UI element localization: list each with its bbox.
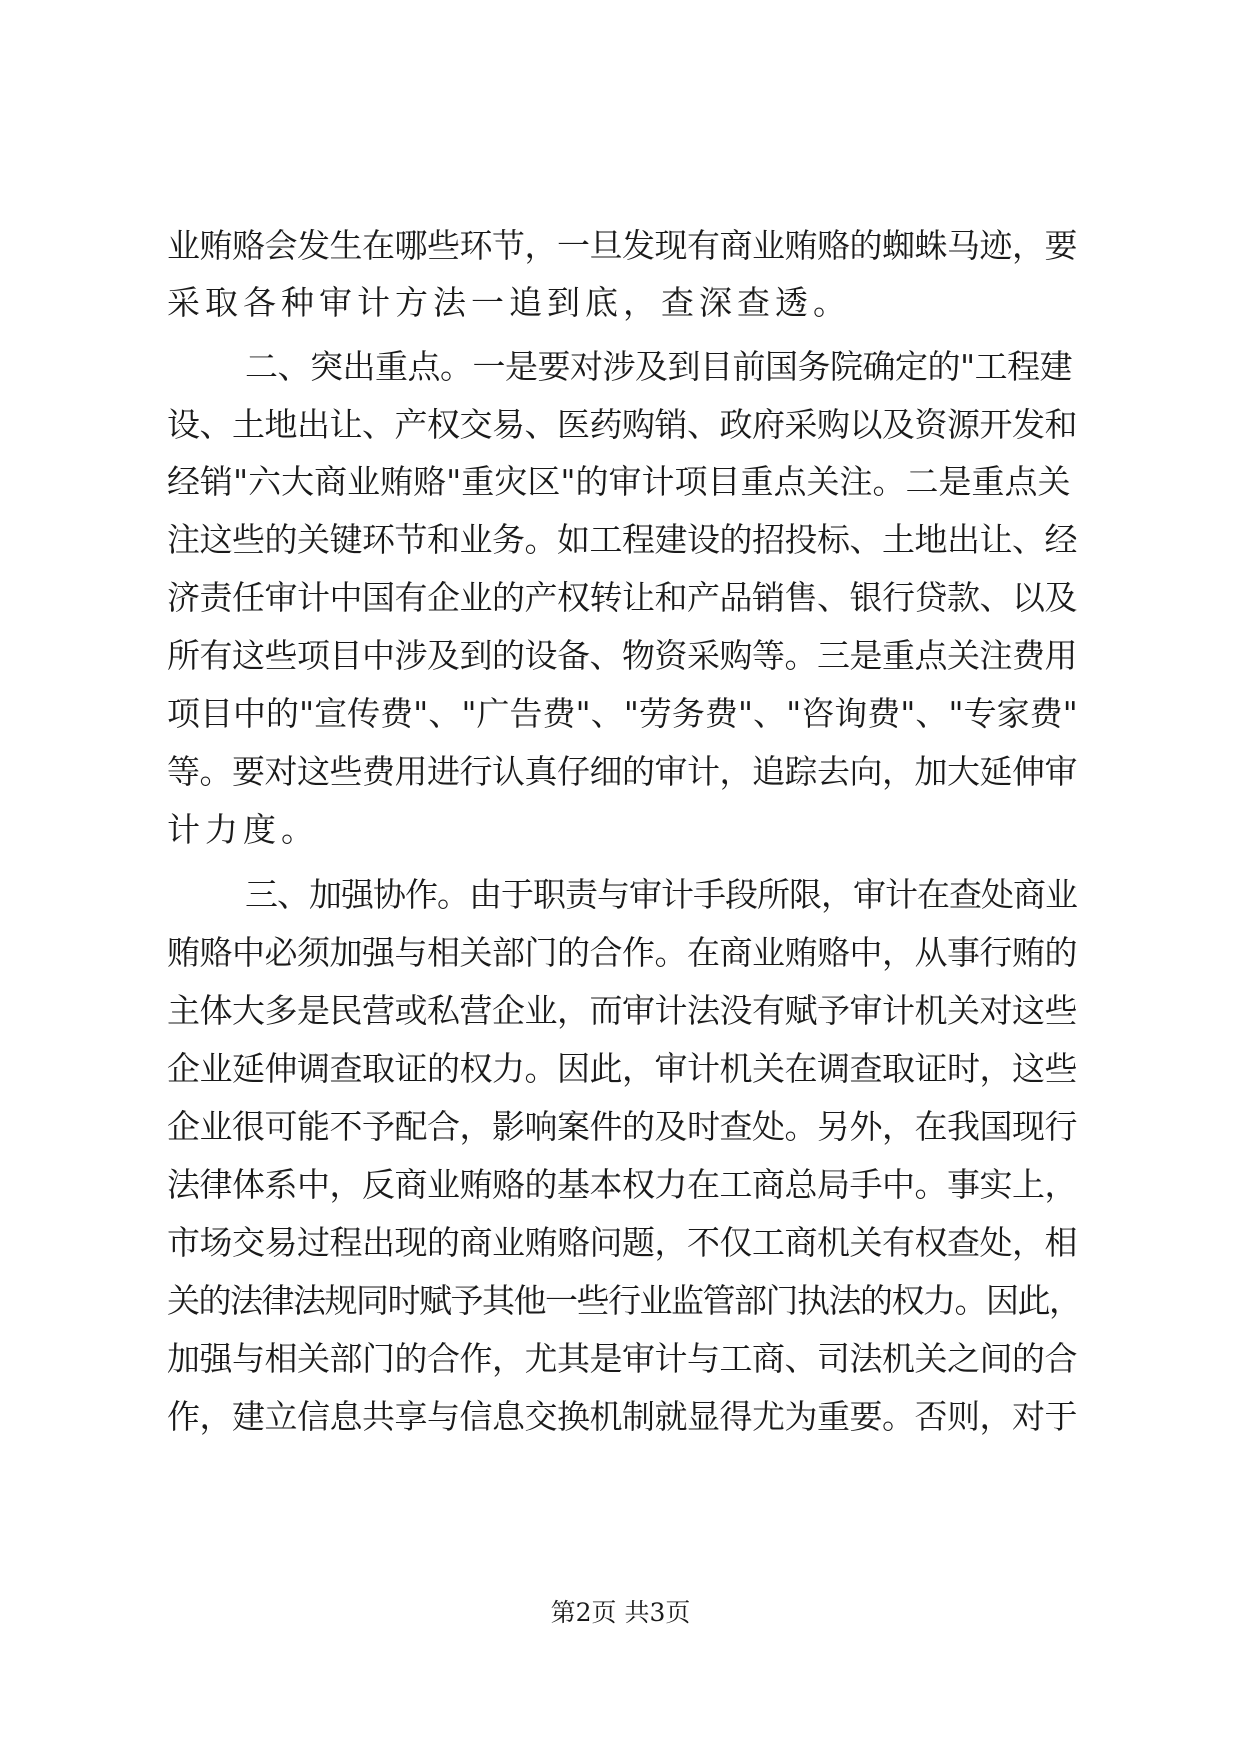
body-line: 采取各种审计方法一追到底，查深查透。	[167, 283, 851, 322]
section-2-heading-line: 二、突出重点。一是要对涉及到目前国务院确定的"工程建	[245, 347, 1073, 386]
body-line: 法律体系中，反商业贿赂的基本权力在工商总局手中。事实上，	[167, 1165, 1077, 1204]
body-line: 项目中的"宣传费"、"广告费"、"劳务费"、"咨询费"、"专家费"	[167, 694, 1078, 733]
body-line: 企业很可能不予配合，影响案件的及时查处。另外，在我国现行	[167, 1107, 1077, 1146]
body-line: 关的法律法规同时赋予其他一些行业监管部门执法的权力。因此，	[167, 1281, 1081, 1320]
body-line: 设、土地出让、产权交易、医药购销、政府采购以及资源开发和	[167, 405, 1077, 444]
body-line: 市场交易过程出现的商业贿赂问题，不仅工商机关有权查处，相	[167, 1223, 1077, 1262]
section-3-heading-line: 三、加强协作。由于职责与审计手段所限，审计在查处商业	[245, 875, 1077, 914]
body-line: 计力度。	[167, 810, 319, 849]
body-line: 注这些的关键环节和业务。如工程建设的招投标、土地出让、经	[167, 520, 1077, 559]
body-line: 经销"六大商业贿赂"重灾区"的审计项目重点关注。二是重点关	[167, 462, 1071, 501]
body-line: 企业延伸调查取证的权力。因此，审计机关在调查取证时，这些	[167, 1049, 1077, 1088]
body-line: 所有这些项目中涉及到的设备、物资采购等。三是重点关注费用	[167, 636, 1077, 675]
body-line: 济责任审计中国有企业的产权转让和产品销售、银行贷款、以及	[167, 578, 1077, 617]
page-number-footer: 第2页 共3页	[550, 1598, 691, 1627]
body-line: 加强与相关部门的合作，尤其是审计与工商、司法机关之间的合	[167, 1339, 1077, 1378]
body-line: 等。要对这些费用进行认真仔细的审计，追踪去向，加大延伸审	[167, 752, 1077, 791]
body-line: 主体大多是民营或私营企业，而审计法没有赋予审计机关对这些	[167, 991, 1077, 1030]
body-line: 业贿赂会发生在哪些环节，一旦发现有商业贿赂的蜘蛛马迹，要	[167, 226, 1077, 265]
body-line: 作，建立信息共享与信息交换机制就显得尤为重要。否则，对于	[167, 1397, 1077, 1436]
body-line: 贿赂中必须加强与相关部门的合作。在商业贿赂中，从事行贿的	[167, 933, 1077, 972]
